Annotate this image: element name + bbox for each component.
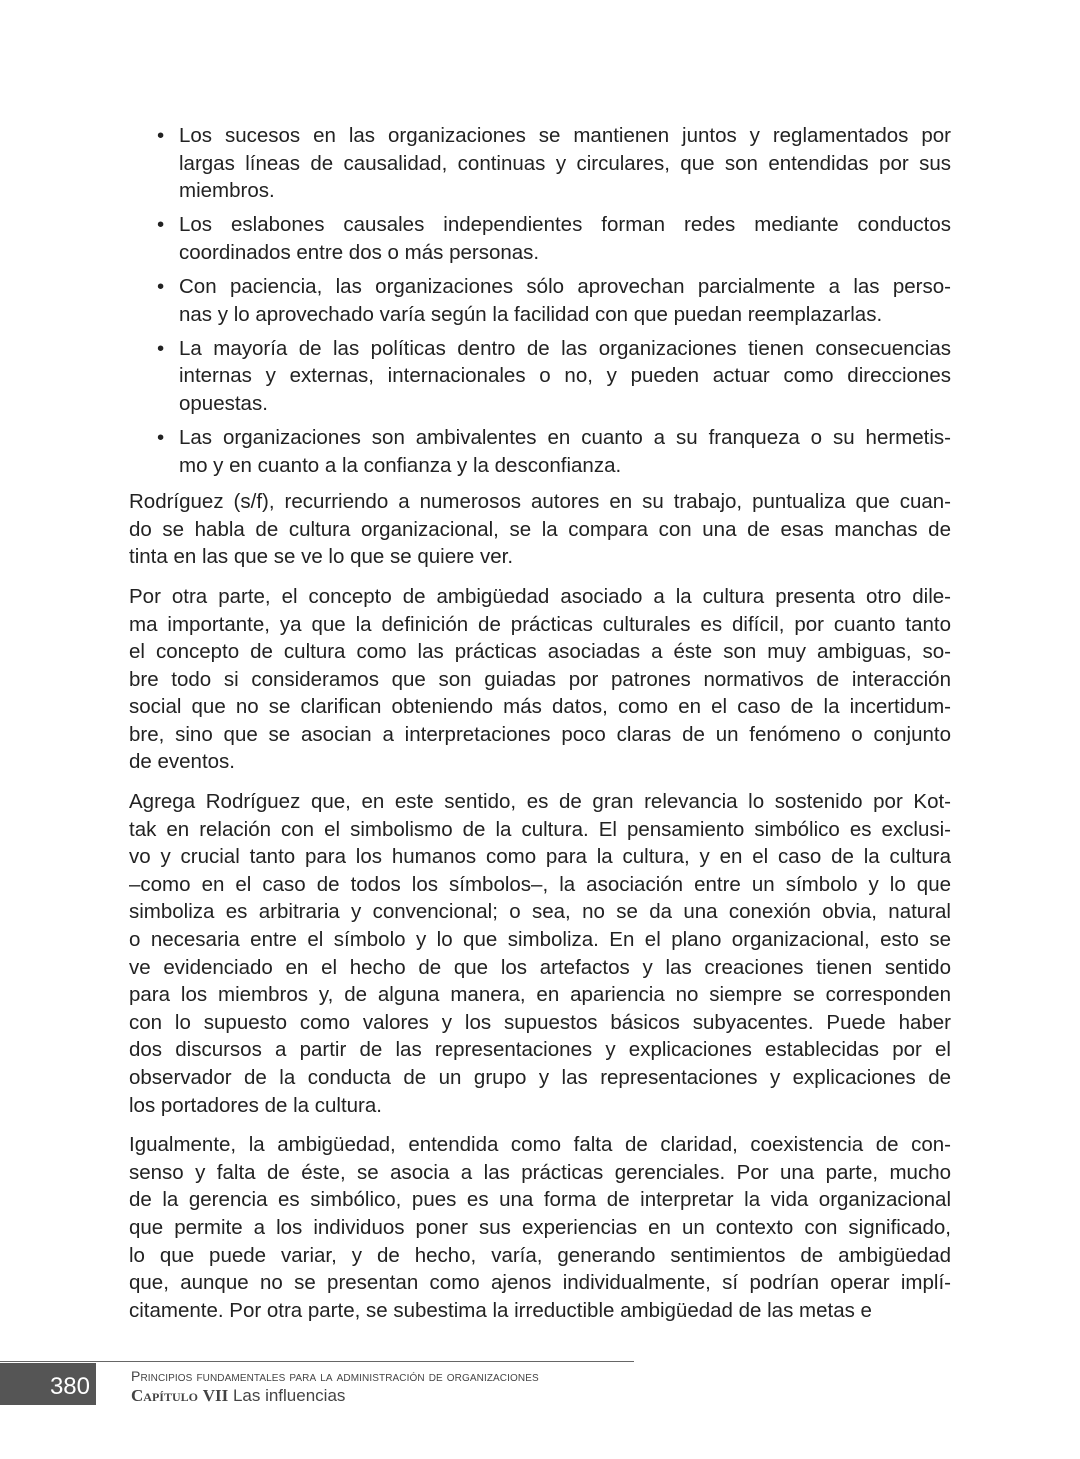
text-line: los portadores de la cultura. bbox=[129, 1093, 382, 1117]
bullet-item bbox=[129, 335, 951, 418]
paragraph bbox=[129, 488, 951, 571]
running-header-chapter bbox=[131, 1386, 345, 1406]
text-line: para los miembros y, de alguna manera, en apariencia no siempre se corresponden bbox=[129, 983, 951, 1007]
text-line: ve evidenciado en el hecho de que los artefactos y las creaciones tienen sentido bbox=[129, 955, 951, 979]
text-line: Rodríguez (s/f), recurriendo a numerosos autores en su trabajo, puntualiza que cuan- bbox=[129, 490, 951, 514]
text-line: mo y en cuanto a la confianza y la desconfianza. bbox=[179, 453, 622, 477]
text-line: tinta en las que se ve lo que se quiere ver. bbox=[129, 545, 514, 569]
chapter-label: Capítulo bbox=[131, 1386, 198, 1405]
text-line: senso y falta de éste, se asocia a las prácticas gerenciales. Por una parte, mucho bbox=[129, 1160, 951, 1184]
text-line: Agrega Rodríguez que, en este sentido, es de gran relevancia lo sostenido por Kot- bbox=[129, 790, 951, 814]
text-line: Por otra parte, el concepto de ambigüedad asociado a la cultura presenta otro dile- bbox=[129, 584, 951, 608]
page-number: 380 bbox=[0, 1363, 96, 1405]
text-line: de eventos. bbox=[129, 750, 235, 774]
text-line: Los eslabones causales independientes forman redes mediante conductos bbox=[179, 213, 951, 237]
text-line: que, aunque no se presentan como ajenos individualmente, sí podrían operar implí- bbox=[129, 1271, 951, 1295]
text-line: social que no se clarifican obteniendo más datos, como en el caso de la incertidum- bbox=[129, 695, 951, 719]
text-line: bre todo si consideramos que son guiadas por patrones normativos de interacción bbox=[129, 667, 951, 691]
bullet-item bbox=[129, 273, 951, 328]
footer-divider bbox=[0, 1361, 634, 1362]
bullet-icon: • bbox=[157, 213, 165, 237]
bullet-item bbox=[129, 424, 951, 479]
paragraph bbox=[129, 1131, 951, 1324]
text-line: Con paciencia, las organizaciones sólo aprovechan parcialmente a las perso- bbox=[179, 274, 951, 298]
text-line: observador de la conducta de un grupo y las representaciones y explicaciones de bbox=[129, 1066, 951, 1089]
text-line: de la gerencia es simbólico, pues es una forma de interpretar la vida organizacional bbox=[129, 1188, 951, 1212]
bullet-icon: • bbox=[157, 336, 165, 360]
text-line: Los sucesos en las organizaciones se mantienen juntos y reglamentados por bbox=[179, 124, 951, 147]
text-line: lo que puede variar, y de hecho, varía, generando sentimientos de ambigüedad bbox=[129, 1243, 951, 1267]
text-line: Las organizaciones son ambivalentes en cuanto a su franqueza o su hermetis- bbox=[179, 425, 951, 449]
text-line: La mayoría de las políticas dentro de las organizaciones tienen consecuencias bbox=[179, 336, 951, 360]
text-line: citamente. Por otra parte, se subestima la irreductible ambigüedad de las metas e bbox=[129, 1298, 872, 1322]
text-line: opuestas. bbox=[179, 391, 268, 415]
text-line: miembros. bbox=[179, 179, 275, 203]
body-text bbox=[129, 122, 951, 1324]
text-line: con lo supuesto como valores y los supuestos básicos subyacentes. Puede haber bbox=[129, 1010, 951, 1034]
running-header-book-title: Principios fundamentales para la administración de organizaciones bbox=[131, 1368, 539, 1384]
chapter-number: VII bbox=[202, 1386, 229, 1405]
paragraph bbox=[129, 788, 951, 1119]
text-line: internas y externas, internacionales o no, y pueden actuar como direcciones bbox=[179, 364, 951, 388]
text-line: dos discursos a partir de las representaciones y explicaciones establecidas por el bbox=[129, 1038, 951, 1062]
text-line: do se habla de cultura organizacional, se la compara con una de esas manchas de bbox=[129, 517, 951, 541]
bullet-icon: • bbox=[157, 425, 165, 449]
paragraph bbox=[129, 583, 951, 776]
text-line: vo y crucial tanto para los humanos como para la cultura, y en el caso de la cultura bbox=[129, 845, 951, 869]
bullet-icon: • bbox=[157, 124, 165, 147]
bullet-item bbox=[129, 122, 951, 205]
bullet-item bbox=[129, 211, 951, 266]
text-line: que permite a los individuos poner sus experiencias en un contexto con significado, bbox=[129, 1215, 951, 1239]
chapter-title: Las influencias bbox=[232, 1386, 346, 1405]
text-line: largas líneas de causalidad, continuas y circulares, que son entendidas por sus bbox=[179, 151, 951, 175]
text-line: o necesaria entre el símbolo y lo que simboliza. En el plano organizacional, esto se bbox=[129, 928, 951, 952]
bullet-icon: • bbox=[157, 274, 165, 298]
text-line: ma importante, ya que la definición de prácticas culturales es difícil, por cuanto tanto bbox=[129, 612, 951, 636]
text-line: tak en relación con el simbolismo de la cultura. El pensamiento simbólico es exclusi- bbox=[129, 817, 951, 841]
text-line: nas y lo aprovechado varía según la facilidad con que puedan reemplazarlas. bbox=[179, 302, 883, 326]
text-line: Igualmente, la ambigüedad, entendida como falta de claridad, coexistencia de con- bbox=[129, 1133, 951, 1157]
text-line: –como en el caso de todos los símbolos–, la asociación entre un símbolo y lo que bbox=[129, 872, 951, 896]
text-line: coordinados entre dos o más personas. bbox=[179, 240, 540, 264]
text-line: simboliza es arbitraria y convencional; o sea, no se da una conexión obvia, natural bbox=[129, 900, 951, 924]
text-line: el concepto de cultura como las prácticas asociadas a éste son muy ambiguas, so- bbox=[129, 640, 951, 664]
text-line: bre, sino que se asocian a interpretaciones poco claras de un fenómeno o conjunto bbox=[129, 722, 951, 746]
